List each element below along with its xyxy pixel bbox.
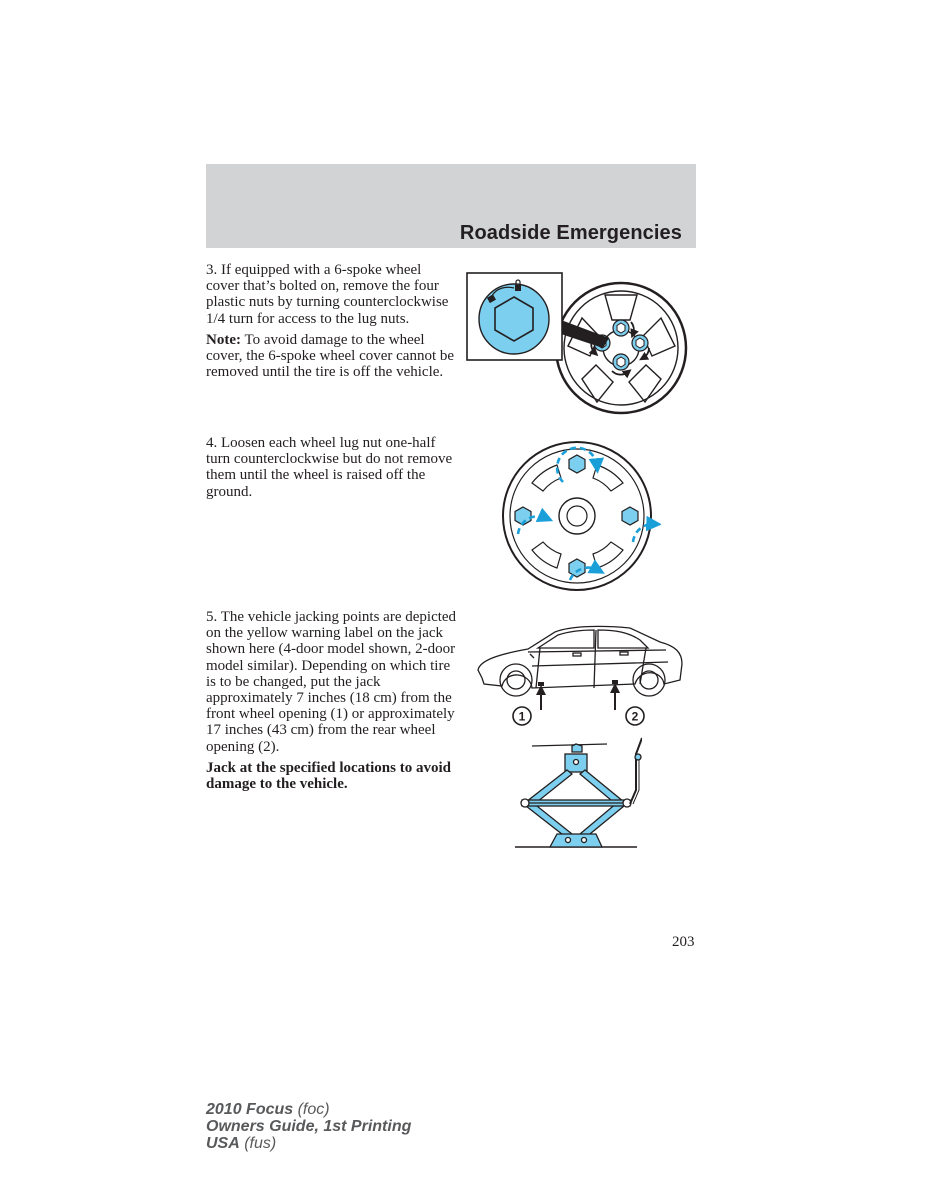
wheel-cover-figure: [462, 268, 700, 440]
note-label: Note:: [206, 331, 241, 348]
step-3: [206, 262, 458, 385]
step-4: [206, 435, 458, 505]
footer-line-1: [206, 1101, 411, 1118]
jack-warning: Jack at the specified locations to avoid damage to the vehicle.: [206, 759, 451, 793]
step-3-note: [206, 332, 458, 381]
vehicle-jacking-points-figure: [470, 618, 688, 730]
page-number: 203: [672, 934, 695, 950]
footer-model-code: (foc): [293, 1101, 330, 1118]
footer-model: 2010 Focus: [206, 1101, 294, 1118]
footer-line-3: [206, 1135, 411, 1152]
callout-2: [626, 707, 644, 725]
section-header-band: [206, 164, 696, 248]
footer-market-code: (fus): [239, 1135, 277, 1152]
step-3-text: 3. If equipped with a 6-spoke wheel cover that’s bolted on, remove the four plastic nuts by turning counterclockwise 1/4 turn for access to the lug nuts.: [206, 262, 449, 327]
step-5: [206, 609, 458, 797]
callout-1: [513, 707, 531, 725]
callout-1-label: 1: [518, 709, 526, 724]
lug-nut-wheel-figure: [497, 438, 661, 596]
footer: [206, 1101, 411, 1152]
footer-line-2: Owners Guide, 1st Printing: [206, 1118, 412, 1135]
step-5-text: 5. The vehicle jacking points are depicted on the yellow warning label on the jack shown here (4-door model shown, 2-door model similar). Depending on which tire is to be changed, put the jack approximately 7 inches (18 cm) from the front wheel opening (1) or approximately 17 inches (43 cm) from the rear wheel opening (2).: [206, 609, 457, 755]
note-text: To avoid damage to the wheel cover, the 6-spoke wheel cover cannot be removed until the tire is off the vehicle.: [206, 331, 455, 381]
footer-market: USA: [206, 1135, 240, 1152]
callout-2-label: 2: [631, 709, 639, 724]
section-title: Roadside Emergencies: [459, 222, 682, 244]
step-4-text: 4. Loosen each wheel lug nut one-half turn counterclockwise but do not remove them until the wheel is raised off the ground.: [206, 435, 453, 500]
scissor-jack-figure: [512, 734, 642, 852]
